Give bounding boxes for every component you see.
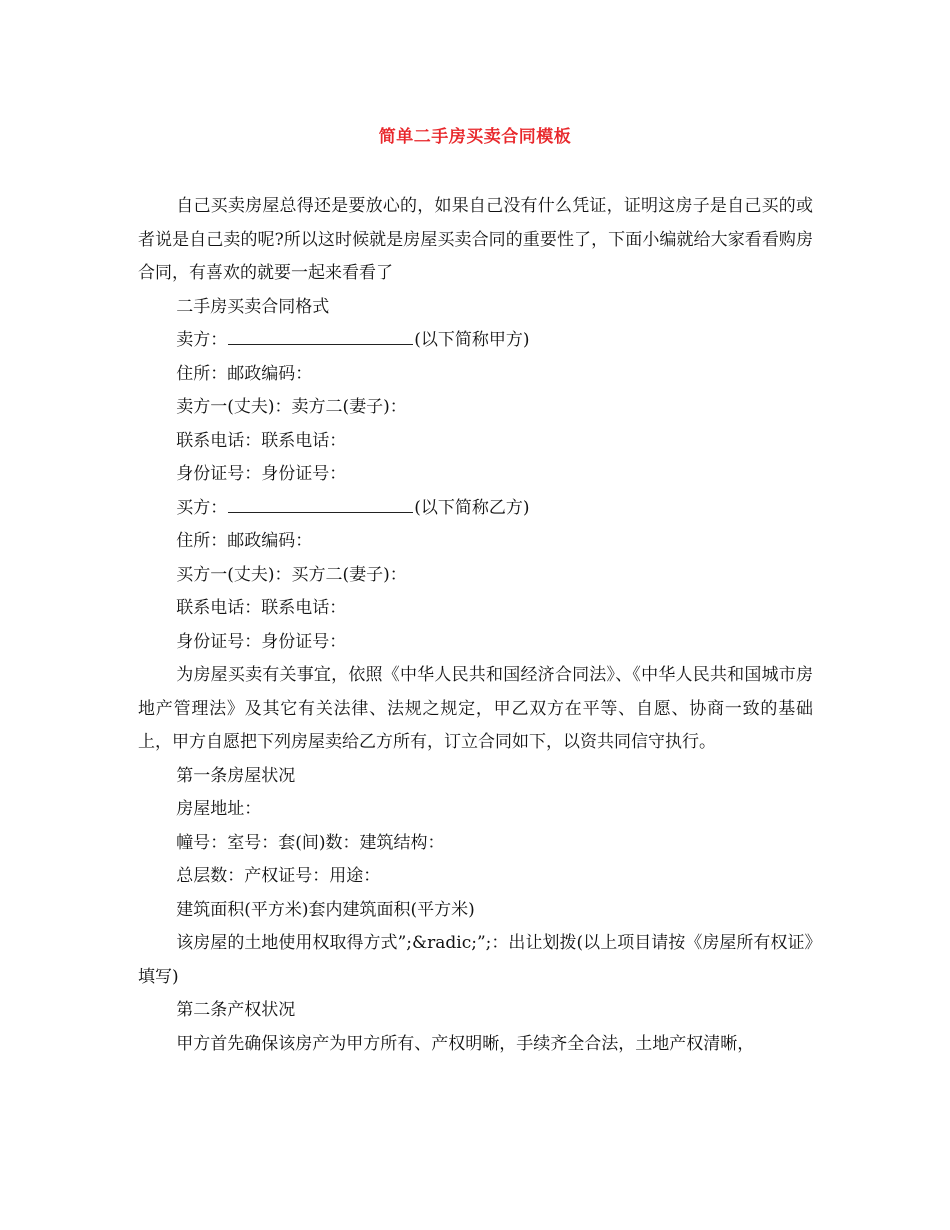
article1-line: 总层数：产权证号：用途： <box>176 866 381 886</box>
seller-line <box>138 324 813 358</box>
seller-name-blank <box>228 326 413 345</box>
buyer-phone-line: 联系电话：联系电话： <box>176 598 347 618</box>
buyer-id-line: 身份证号：身份证号： <box>176 631 347 652</box>
seller-address-line: 住所：邮政编码： <box>176 363 313 384</box>
seller-spouse-line: 卖方一(丈夫)：卖方二(妻子)： <box>176 397 407 417</box>
article1-line: 建筑面积(平方米)套内建筑面积(平方米) <box>176 899 475 920</box>
document-body <box>138 190 813 1061</box>
article2-heading: 第二条产权状况 <box>176 1000 296 1020</box>
article1-line: 幢号：室号：套(间)数：建筑结构： <box>176 832 445 853</box>
article2-text: 甲方首先确保该房产为甲方所有、产权明晰，手续齐全合法，土地产权清晰， <box>176 1033 755 1054</box>
article1-line: 房屋地址： <box>176 799 262 819</box>
article1-heading: 第一条房屋状况 <box>176 765 296 786</box>
article1-line: 该房屋的土地使用权取得方式”;&radic;”;：出让划拨(以上项目请按《房屋所有权证》填写) <box>138 933 813 987</box>
buyer-spouse-line: 买方一(丈夫)：买方二(妻子)： <box>176 564 407 585</box>
format-heading: 二手房买卖合同格式 <box>176 296 330 317</box>
seller-id-line: 身份证号：身份证号： <box>176 464 347 484</box>
preamble-paragraph: 为房屋买卖有关事宜，依照《中华人民共和国经济合同法》、《中华人民共和国城市房地产管理法》及其它有关法律、法规之规定，甲乙双方在平等、自愿、协商一致的基础上，甲方自愿把下列房屋卖给乙方所有，订立合同如下，以资共同信守执行。 <box>138 665 813 752</box>
buyer-line <box>138 492 813 526</box>
seller-label: 卖方： <box>176 330 228 350</box>
buyer-address-line: 住所：邮政编码： <box>176 531 313 551</box>
seller-phone-line: 联系电话：联系电话： <box>176 430 347 451</box>
document-title: 简单二手房买卖合同模板 <box>378 127 572 147</box>
buyer-label: 买方： <box>176 497 228 518</box>
buyer-suffix: (以下简称乙方) <box>414 497 530 518</box>
intro-paragraph: 自己买卖房屋总得还是要放心的，如果自己没有什么凭证，证明这房子是自己买的或者说是自己卖的呢?所以这时候就是房屋买卖合同的重要性了，下面小编就给大家看看购房合同，有喜欢的就要一起来看看了 <box>138 196 813 283</box>
buyer-name-blank <box>228 494 413 513</box>
seller-suffix: (以下简称甲方) <box>414 330 530 350</box>
